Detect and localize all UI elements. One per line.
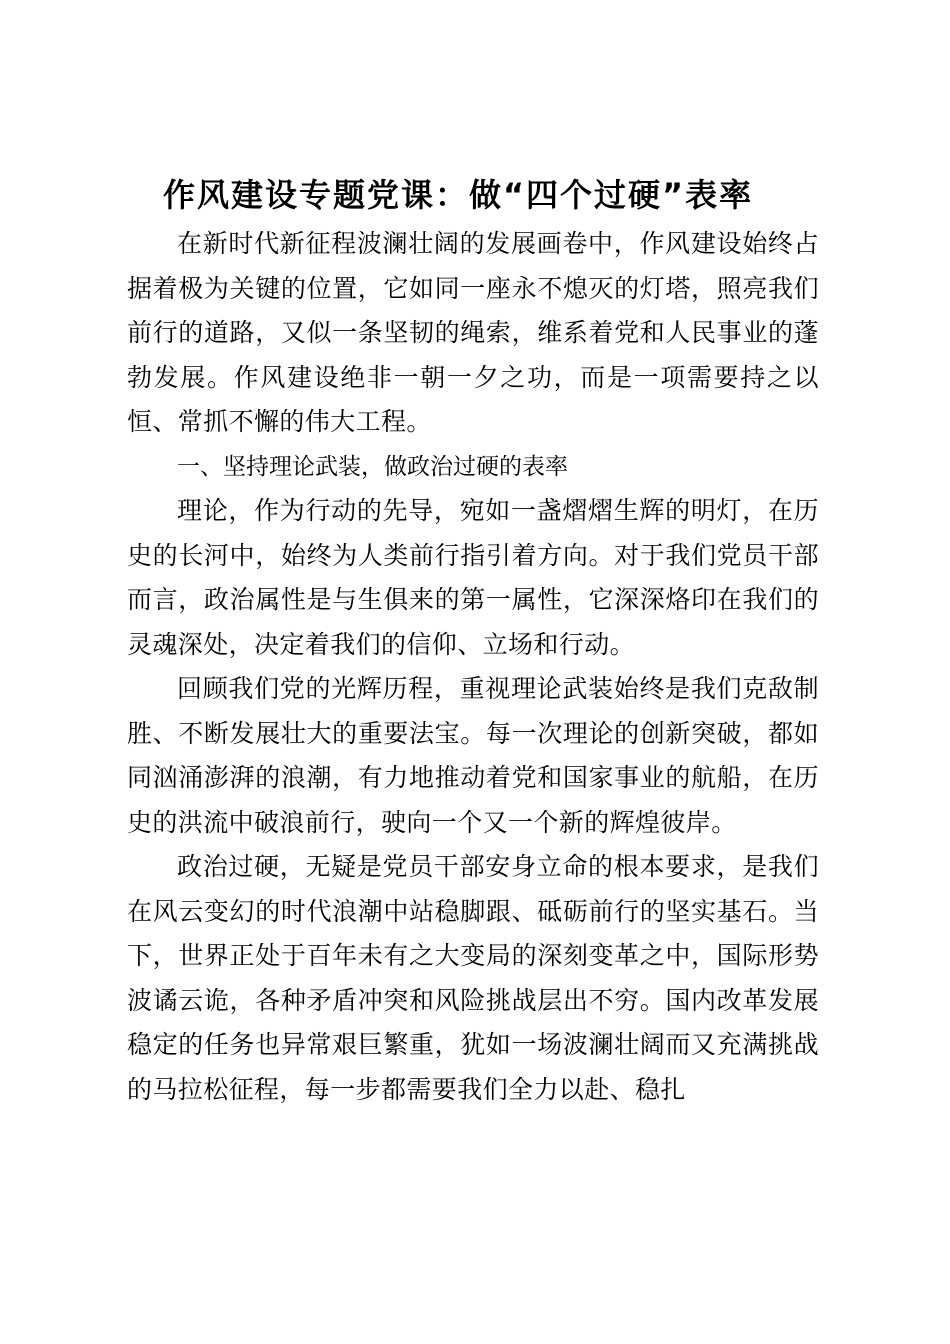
body-paragraph: 理论，作为行动的先导，宛如一盏熠熠生辉的明灯，在历史的长河中，始终为人类前行指引着方向。对于我们党员干部而言，政治属性是与生俱来的第一属性，它深深烙印在我们的灵魂深处，决定着我们的信仰、立场和行动。 [127,496,819,659]
document-title: 作风建设专题党课：做“四个过硬”表率 [163,176,754,214]
document-body [127,168,819,1112]
body-paragraph: 政治过硬，无疑是党员干部安身立命的根本要求，是我们在风云变幻的时代浪潮中站稳脚跟、砥砺前行的坚实基石。当下，世界正处于百年未有之大变局的深刻变革之中，国际形势波谲云诡，各种矛盾冲突和风险挑战层出不穷。国内改革发展稳定的任务也异常艰巨繁重，犹如一场波澜壮阔而又充满挑战的马拉松征程，每一步都需要我们全力以赴、稳扎 [127,852,819,1104]
section-heading: 一、坚持理论武装，做政治过硬的表率 [177,453,568,480]
intro-paragraph: 在新时代新征程波澜壮阔的发展画卷中，作风建设始终占据着极为关键的位置，它如同一座永不熄灭的灯塔，照亮我们前行的道路，又似一条坚韧的绳索，维系着党和人民事业的蓬勃发展。作风建设绝非一朝一夕之功，而是一项需要持之以恒、常抓不懈的伟大工程。 [127,229,819,436]
body-paragraph: 回顾我们党的光辉历程，重视理论武装始终是我们克敌制胜、不断发展壮大的重要法宝。每一次理论的创新突破，都如同汹涌澎湃的浪潮，有力地推动着党和国家事业的航船，在历史的洪流中破浪前行，驶向一个又一个新的辉煌彼岸。 [127,674,819,837]
